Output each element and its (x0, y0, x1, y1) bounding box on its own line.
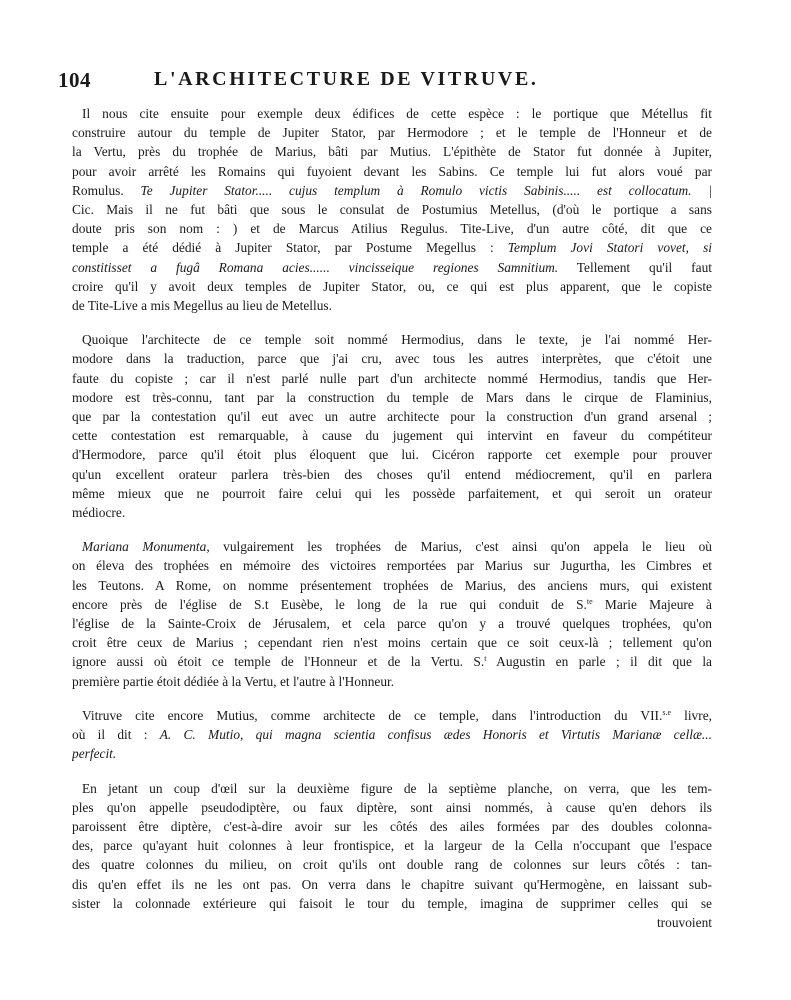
text-line: construire autour du temple de Jupiter Stator, par Hermodore ; et le temple de l'Honneur et de (72, 125, 712, 141)
text-line: perfecit. (72, 746, 117, 762)
text-line: des, parce qu'ayant huit colonnes à leur frontispice, et la largeur de la Cella n'occupant que l'espace (72, 838, 712, 854)
text-line: croit être ceux de Marius ; cependant rien n'est moins certain que ce soit ceux-là ; tellement qu'on (72, 635, 712, 651)
text-line: temple a été dédié à Jupiter Stator, par Postume Megellus : Templum Jovi Statori vovet, si (72, 240, 712, 256)
text-line: doute pris son nom : ) et de Marcus Atilius Regulus. Tite-Live, d'un autre côté, dit que ce (72, 221, 712, 237)
text-line: modore est très-connu, tant par la construction du temple de Mars dans le cirque de Flaminius, (72, 389, 712, 405)
text-line: même mieux que ne pourroit faire celui qui les possède parfaitement, et qui seroit un orateur (72, 485, 712, 501)
text-line: Romulus. Te Jupiter Stator..... cujus templum à Romulo victis Sabinis..... est collocatum. | (72, 182, 712, 198)
text-line: de Tite-Live a mis Megellus au lieu de Metellus. (72, 298, 332, 314)
text-line: faute du copiste ; car il n'est parlé nulle part d'un architecte nommé Hermodius, tandis que Her- (72, 370, 712, 386)
body-text (72, 104, 712, 932)
text-line: d'Hermodore, parce qu'il étoit plus éloquent que lui. Cicéron rapporte cet exemple pour prouver (72, 447, 712, 463)
text-line: sister la colonnade extérieure qui faisoit le tour du temple, imagina de supprimer celles qui se (72, 895, 712, 911)
text-line: Quoique l'architecte de ce temple soit nommé Hermodius, dans le texte, je l'ai nommé Her- (82, 332, 712, 348)
text-line: Il nous cite ensuite pour exemple deux édifices de cette espèce : le portique que Métellus fit (82, 106, 712, 121)
text-line: l'église de la Sainte-Croix de Jérusalem, et cela parce qu'on y a trouvé quelques trophées, qu'on (72, 616, 712, 632)
text-line: trouvoient (656, 914, 712, 930)
text-line: des quatre colonnes du milieu, on croit qu'ils ont double rang de colonnes sur leurs côtés : tan- (72, 857, 712, 873)
text-line: croire qu'il y avoit deux temples de Jupiter Stator, ou, ce qui est plus apparent, que le copiste (72, 278, 712, 294)
text-line: on éleva des trophées en mémoire des victoires remportées par Marius sur Jugurtha, les Cimbres et (72, 558, 712, 574)
text-line: En jetant un coup d'œil sur la deuxième figure de la septième planche, on verra, que les tem- (82, 780, 712, 796)
text-line: Mariana Monumenta, vulgairement les trophées de Marius, c'est ainsi qu'on appela le lieu où (82, 539, 712, 555)
text-line: encore près de l'église de S.t Eusèbe, le long de la rue qui conduit de S.$^{te}$ Marie Majeure à (72, 596, 712, 612)
text-line: où il dit : A. C. Mutio, qui magna scientia confisus ædes Honoris et Virtutis Marianæ cellæ... (72, 727, 712, 743)
text-line: qu'un excellent orateur parlera très-bien des choses qu'il entend médiocrement, qu'il en parlera (72, 466, 712, 482)
text-line: Cic. Mais il ne fut bâti que sous le consulat de Postumius Metellus, (d'où le portique a sans (72, 202, 712, 218)
text-line: constitisset a fugâ Romana acies...... vincisseique regiones Samnitium. Tellement qu'il faut (72, 259, 712, 275)
paragraph-1 (72, 104, 712, 315)
paragraph-4 (72, 706, 712, 764)
text-line: dis qu'en effet ils ne les ont pas. On verra dans le chapitre suivant qu'Hermogène, en laissant sub- (72, 876, 712, 892)
paragraph-2 (72, 330, 712, 522)
text-line: médiocre. (72, 505, 126, 521)
text-line: modore dans la traduction, parce que j'ai cru, avec tous les autres interprètes, que c'étoit une (72, 351, 712, 367)
text-line: ples qu'on appelle pseudodiptère, ou faux diptère, sont ainsi nommés, à cause qu'en dehors ils (72, 799, 712, 815)
paragraph-5 (72, 779, 712, 933)
text-line: que par la contestation qu'il eut avec un autre architecte pour la construction d'un grand arsenal ; (72, 409, 712, 425)
text-line: les Teutons. A Rome, on nomme présentement trophées de Marius, des anciens murs, qui existent (72, 577, 712, 593)
page-header (58, 68, 748, 102)
running-head: L'ARCHITECTURE DE VITRUVE. (154, 68, 539, 90)
paragraph-3 (72, 537, 712, 691)
text-line: Vitruve cite encore Mutius, comme architecte de ce temple, dans l'introduction du VII.$^{s.e}$ livre, (82, 707, 712, 723)
text-line: première partie étoit dédiée à la Vertu, et l'autre à l'Honneur. (72, 673, 395, 689)
text-line: paroissent être diptère, c'est-à-dire avoir sur les côtés des ailes formées par des doubles colonna- (72, 818, 712, 834)
text-line: ignore aussi où étoit ce temple de l'Honneur et de la Vertu. S.$^t$ Augustin en parle ; il dit que la (72, 654, 712, 670)
text-line: pour avoir arrêté les Romains qui fuyoient devant les Sabins. Ce temple lui fut alors voué par (72, 163, 712, 179)
page-number: 104 (58, 68, 91, 92)
text-line: cette contestation est remarquable, à cause du jugement qui intervint en faveur du compétiteur (72, 428, 712, 444)
text-line: la Vertu, près du trophée de Marius, bâti par Mutius. L'épithète de Stator fut donnée à Jupiter, (72, 144, 712, 160)
